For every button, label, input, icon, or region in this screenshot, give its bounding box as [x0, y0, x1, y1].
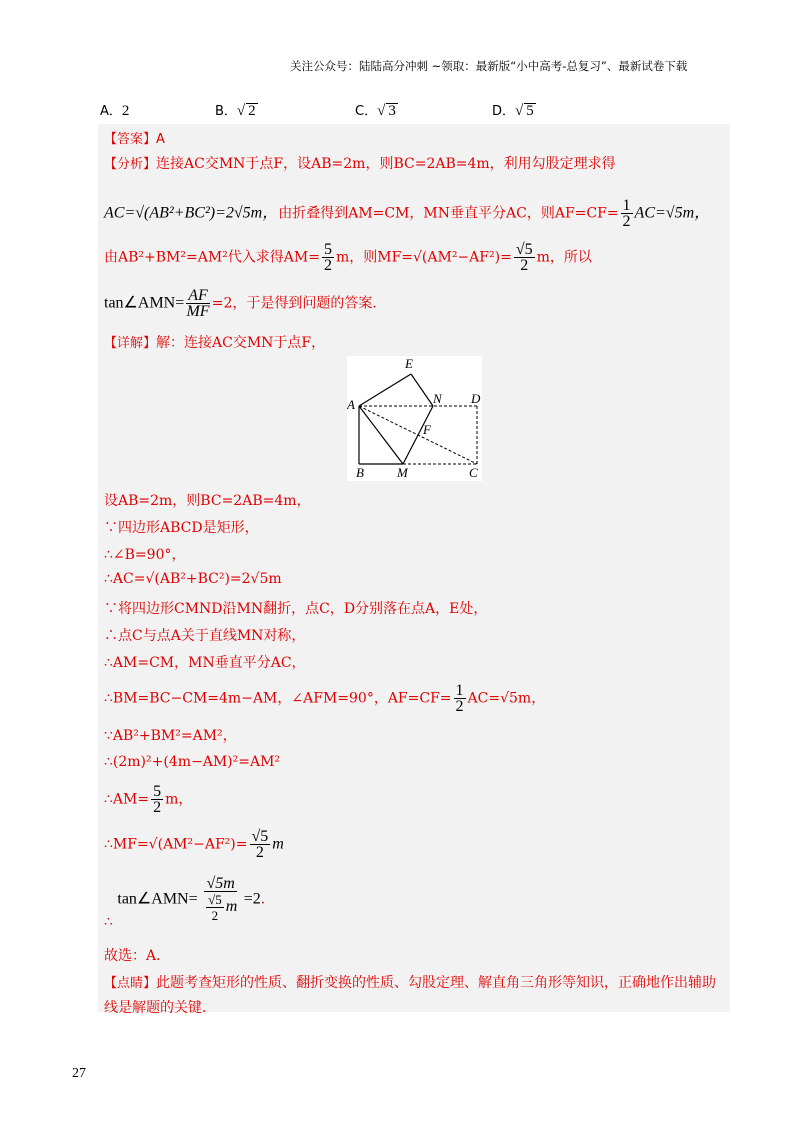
- option-a: A．2: [100, 103, 130, 119]
- edge-en: [411, 374, 433, 406]
- option-c: C．√ 3: [355, 103, 396, 119]
- detail-line-12: ∴MF=√(AM²−AF²)= $\frac{√5}{2}$ m: [104, 828, 284, 861]
- edge-ae: [359, 374, 411, 406]
- detail-line-0: 【详解】解：连接AC交MN于点F，: [104, 335, 326, 351]
- tip-line-2: 线是解题的关键．: [104, 1000, 216, 1016]
- detail-line-3: ∴∠B=90°，: [104, 547, 186, 563]
- diagonal-ac-dashed: [359, 406, 477, 464]
- detail-line-14: 故选：A．: [104, 948, 171, 964]
- detail-line-1: 设AB=2m，则BC=2AB=4m，: [104, 493, 311, 509]
- analysis-line-1: 【分析】连接AC交MN于点F，设AB=2m，则BC=2AB=4m，利用勾股定理求得: [104, 156, 616, 172]
- figure-svg: [347, 356, 482, 481]
- answer-line: 【答案】A: [104, 132, 165, 147]
- label-c: C: [469, 465, 478, 480]
- answer-options: [100, 100, 730, 120]
- label-d: D: [471, 391, 481, 406]
- geometry-figure: [347, 356, 482, 481]
- analysis-line-4: tan∠AMN= $\frac{AF}{MF}$ =2，于是得到问题的答案．: [104, 287, 387, 320]
- analysis-line-2: AC=√(AB²+BC²)=2√5m，由折叠得到AM=CM，MN垂直平分AC，则AF=CF= $\frac{1}{2}$ AC=√5m，: [104, 197, 711, 230]
- option-b: B．√ 2: [215, 103, 256, 119]
- detail-line-10: ∴(2m)²+(4m−AM)²=AM²: [104, 754, 281, 770]
- page-number: 27: [72, 1066, 86, 1081]
- detail-line-8: ∴BM=BC−CM=4m−AM，∠AFM=90°，AF=CF= $\frac{1}{2}$ AC=√5m，: [104, 682, 546, 715]
- detail-line-5: ∵将四边形CMND沿MN翻折，点C，D分别落在点A，E处，: [104, 601, 488, 617]
- detail-line-2: ∵四边形ABCD是矩形，: [104, 520, 259, 536]
- analysis-line-3: 由AB²+BM²=AM²代入求得AM= $\frac{5}{2}$ m，则MF=√(AM²−AF²)= $\frac{√5}{2}$ m，所以: [104, 241, 592, 274]
- detail-line-7: ∴AM=CM，MN垂直平分AC，: [104, 655, 306, 671]
- label-a: A: [347, 397, 355, 412]
- label-e: E: [405, 356, 413, 371]
- option-d: D．√ 5: [492, 103, 534, 119]
- label-f: F: [423, 422, 431, 437]
- label-n: N: [433, 391, 442, 406]
- label-b: B: [356, 465, 364, 480]
- detail-line-13: ∴ tan∠AMN= √5m $\frac{√5}{2}$ m =2．: [104, 875, 275, 930]
- detail-line-9: ∵AB²+BM²=AM²，: [104, 728, 237, 744]
- detail-line-4: ∴AC=√(AB²+BC²)=2√5m: [104, 571, 282, 587]
- detail-line-6: ∴点C与点A关于直线MN对称，: [104, 628, 306, 644]
- label-m: M: [397, 465, 408, 480]
- tip-line-1: 【点睛】此题考查矩形的性质、翻折变换的性质、勾股定理、解直角三角形等知识，正确地作出辅助: [104, 975, 717, 991]
- edge-am: [359, 406, 403, 464]
- page-header: 关注公众号：陆陆高分冲刺 ~领取：最新版“小中高考-总复习”、最新试卷下载: [290, 59, 688, 73]
- detail-line-11: ∴AM= $\frac{5}{2}$ m，: [104, 783, 193, 816]
